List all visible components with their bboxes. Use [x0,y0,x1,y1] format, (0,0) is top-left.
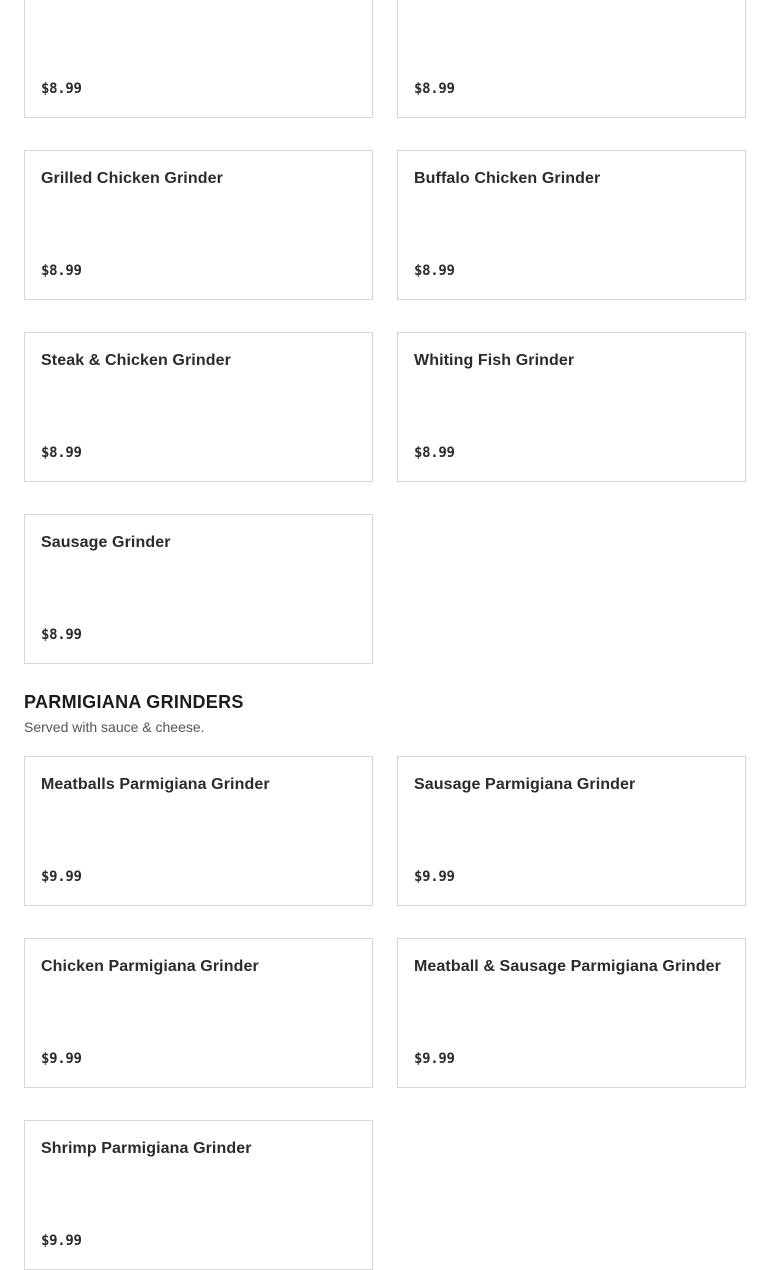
menu-item-price: $8.99 [41,627,82,643]
menu-item-card[interactable] [397,332,746,482]
menu-item-price: $8.99 [41,263,82,279]
menu-item-name: Sausage Parmigiana Grinder [414,776,636,793]
menu-item-price: $8.99 [41,445,82,461]
menu-item-price: $8.99 [414,81,455,97]
menu-item-card[interactable] [397,938,746,1088]
section-description: Served with sauce & cheese. [24,719,205,735]
menu-item-card[interactable] [24,332,373,482]
menu-item-name: Buffalo Chicken Grinder [414,170,601,187]
menu-item-card[interactable] [24,150,373,300]
menu-item-name: Meatball & Sausage Parmigiana Grinder [414,958,721,975]
menu-item-price: $9.99 [41,869,82,885]
menu-item-name: Meatballs Parmigiana Grinder [41,776,270,793]
menu-item-name: Whiting Fish Grinder [414,352,575,369]
menu-item-name: Grilled Chicken Grinder [41,170,223,187]
menu-item-card[interactable] [24,514,373,664]
menu-item-price: $8.99 [414,263,455,279]
menu-item-price: $9.99 [41,1051,82,1067]
menu-item-card[interactable] [24,756,373,906]
menu-item-name: Steak & Chicken Grinder [41,352,231,369]
section-title: PARMIGIANA GRINDERS [24,692,244,712]
menu-item-price: $9.99 [414,869,455,885]
grinders-grid [24,0,746,664]
menu-item-card[interactable] [397,150,746,300]
menu-item-name: Chicken Parmigiana Grinder [41,958,259,975]
menu-content [24,0,746,1270]
menu-item-price: $9.99 [414,1051,455,1067]
menu-item-card[interactable] [397,756,746,906]
menu-item-name: Shrimp Parmigiana Grinder [41,1140,252,1157]
menu-item-price: $8.99 [41,81,82,97]
parmigiana-section-header [24,690,746,756]
menu-item-price: $8.99 [414,445,455,461]
menu-item-card[interactable] [397,0,746,118]
menu-item-price: $9.99 [41,1233,82,1249]
menu-item-card[interactable] [24,0,373,118]
menu-item-card[interactable] [24,1120,373,1270]
menu-item-card[interactable] [24,938,373,1088]
parmigiana-grid [24,756,746,1270]
menu-item-name: Sausage Grinder [41,534,171,551]
